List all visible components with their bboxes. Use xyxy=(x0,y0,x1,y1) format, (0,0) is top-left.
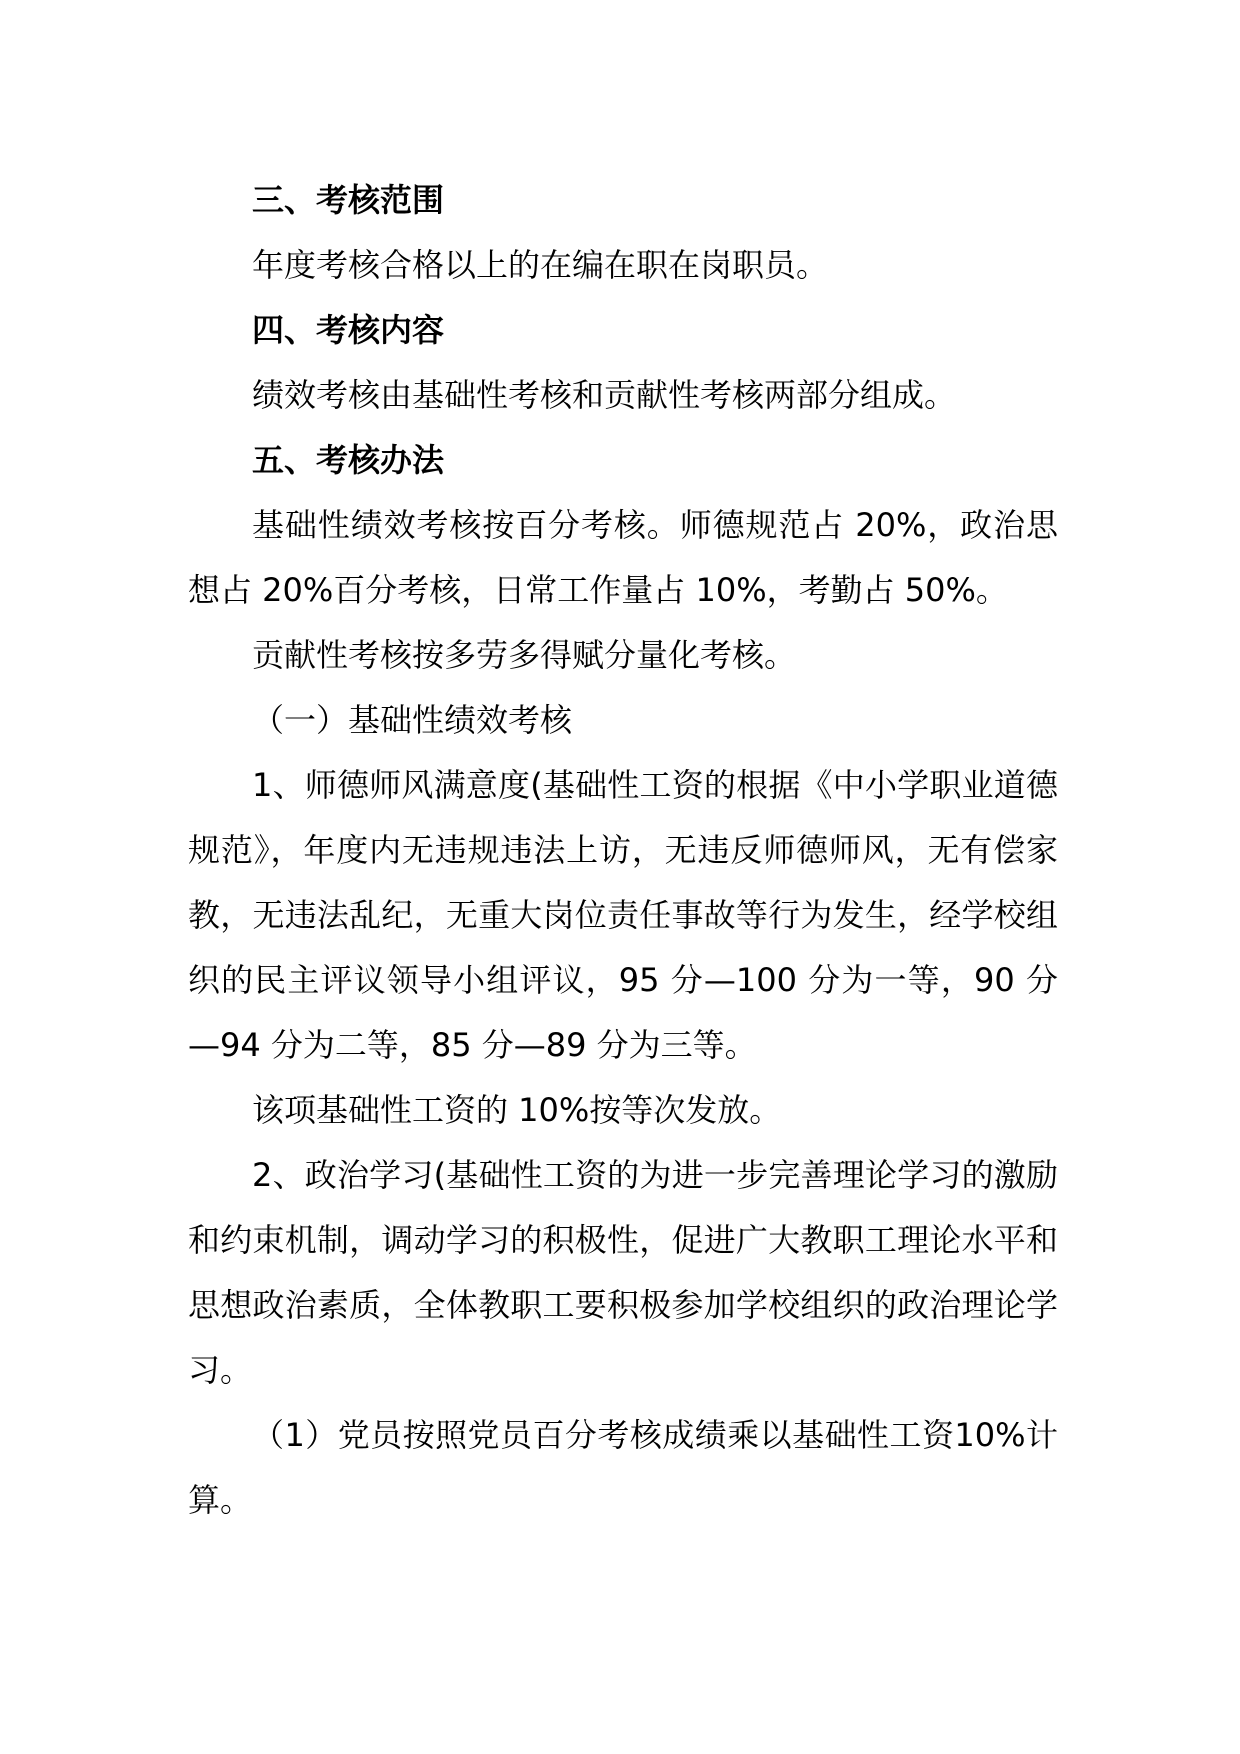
section-heading-method: 五、考核办法 xyxy=(252,441,445,479)
paragraph-item-party-members: （1）党员按照党员百分考核成绩乘以基础性工资10%计算。 xyxy=(188,1416,1058,1519)
paragraph-method-contribution: 贡献性考核按多劳多得赋分量化考核。 xyxy=(252,636,797,674)
document-body xyxy=(188,168,1058,1533)
paragraph-content: 绩效考核由基础性考核和贡献性考核两部分组成。 xyxy=(252,376,957,414)
paragraph-scope: 年度考核合格以上的在编在职在岗职员。 xyxy=(252,246,829,284)
subheading-basic-performance: （一）基础性绩效考核 xyxy=(252,701,573,739)
paragraph-item-ethics: 1、师德师风满意度(基础性工资的根据《中小学职业道德规范》，年度内无违规违法上访，无违反师德师风，无有偿家教，无违法乱纪，无重大岗位责任事故等行为发生，经学校组织的民主评议领导小组评议，95 分—100 分为一等，90 分—94 分为二等，85 分—89 分为三等。 xyxy=(188,766,1058,1064)
paragraph-item-political-study: 2、政治学习(基础性工资的为进一步完善理论学习的激励和约束机制，调动学习的积极性，促进广大教职工理论水平和思想政治素质，全体教职工要积极参加学校组织的政治理论学习。 xyxy=(188,1156,1058,1389)
section-heading-content: 四、考核内容 xyxy=(252,311,445,349)
section-heading-scope: 三、考核范围 xyxy=(252,181,445,219)
paragraph-method-basic: 基础性绩效考核按百分考核。师德规范占 20%，政治思想占 20%百分考核，日常工作量占 10%，考勤占 50%。 xyxy=(188,506,1058,609)
paragraph-item-ethics-note: 该项基础性工资的 10%按等次发放。 xyxy=(252,1091,782,1129)
